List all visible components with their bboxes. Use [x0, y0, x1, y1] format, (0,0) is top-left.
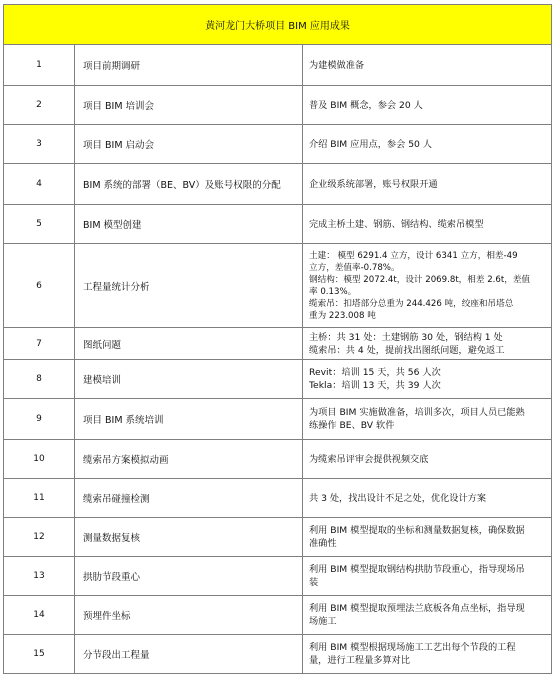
task-cell: 缆索吊方案模拟动画	[75, 440, 303, 479]
result-line: 主桥：共 31 处：土建钢筋 30 处，钢结构 1 处	[309, 331, 503, 343]
result-cell	[303, 399, 552, 440]
task-cell: 预埋件坐标	[75, 596, 303, 635]
result-line: 共 3 处，找出设计不足之处，优化设计方案	[309, 492, 487, 504]
task-cell: 分节段出工程量	[75, 635, 303, 674]
result-cell	[303, 479, 552, 518]
result-line: 为缆索吊评审会提供视频交底	[309, 453, 429, 465]
result-line: 装	[309, 577, 319, 588]
result-line: 为建模做准备	[309, 59, 365, 71]
row-number: 1	[4, 45, 75, 86]
result-line: 为项目 BIM 实施做准备，培训多次，项目人员已能熟	[309, 407, 525, 418]
result-line: 普及 BIM 概念，参会 20 人	[309, 99, 423, 111]
result-line: 缆索吊：扣塔部分总重为 244.426 吨，绞座和吊塔总	[309, 298, 514, 309]
task-cell: 测量数据复核	[75, 518, 303, 557]
row-number: 8	[4, 360, 75, 399]
table-row	[4, 399, 552, 440]
table-row	[4, 45, 552, 86]
bim-results-sheet	[3, 4, 551, 674]
row-number: 9	[4, 399, 75, 440]
result-cell	[303, 164, 552, 205]
result-cell	[303, 596, 552, 635]
row-number: 12	[4, 518, 75, 557]
row-number: 7	[4, 328, 75, 360]
task-cell: 项目 BIM 系统培训	[75, 399, 303, 440]
result-cell	[303, 86, 552, 125]
result-line: 土建： 模型 6291.4 立方，设计 6341 立方，相差-49	[309, 250, 518, 261]
result-cell	[303, 244, 552, 328]
row-number: 14	[4, 596, 75, 635]
row-number: 2	[4, 86, 75, 125]
task-cell: 图纸问题	[75, 328, 303, 360]
result-cell	[303, 557, 552, 596]
table-body	[4, 5, 552, 674]
result-cell	[303, 360, 552, 399]
result-cell	[303, 205, 552, 244]
table-row	[4, 328, 552, 360]
task-cell: 项目前期调研	[75, 45, 303, 86]
result-line: 利用 BIM 模型提取钢结构拱肋节段重心，指导现场吊	[309, 564, 525, 575]
table-row	[4, 440, 552, 479]
result-line: 率 0.13%。	[309, 286, 357, 297]
row-number: 6	[4, 244, 75, 328]
table-row	[4, 86, 552, 125]
row-number: 4	[4, 164, 75, 205]
result-line: 钢结构：模型 2072.4t，设计 2069.8t，相差 2.6t，差值	[309, 274, 531, 285]
task-cell: BIM 系统的部署（BE、BV）及账号权限的分配	[75, 164, 303, 205]
result-line: 利用 BIM 模型提取的坐标和测量数据复核，确保数据	[309, 525, 525, 536]
bim-results-table	[3, 4, 552, 674]
table-row	[4, 244, 552, 328]
result-cell	[303, 518, 552, 557]
result-line: 量，进行工程量多算对比	[309, 655, 411, 666]
result-line: 完成主桥土建、钢筋、钢结构、缆索吊模型	[309, 218, 484, 230]
result-cell	[303, 125, 552, 164]
row-number: 5	[4, 205, 75, 244]
result-line: 利用 BIM 模型根据现场施工工艺出每个节段的工程	[309, 642, 516, 653]
task-cell: 工程量统计分析	[75, 244, 303, 328]
table-row	[4, 125, 552, 164]
result-line: Tekla：培训 13 天，共 39 人次	[309, 380, 441, 391]
task-cell: 缆索吊碰撞检测	[75, 479, 303, 518]
table-row	[4, 164, 552, 205]
task-cell: BIM 模型创建	[75, 205, 303, 244]
result-line: 练操作 BE、BV 软件	[309, 420, 395, 431]
table-row	[4, 635, 552, 674]
result-cell	[303, 328, 552, 360]
result-cell	[303, 635, 552, 674]
table-row	[4, 360, 552, 399]
table-row	[4, 205, 552, 244]
row-number: 11	[4, 479, 75, 518]
row-number: 3	[4, 125, 75, 164]
title-row	[4, 5, 552, 45]
task-cell: 项目 BIM 启动会	[75, 125, 303, 164]
result-cell	[303, 45, 552, 86]
result-line: 企业级系统部署，账号权限开通	[309, 178, 438, 190]
result-line: 立方，差值率-0.78%。	[309, 262, 400, 273]
result-cell	[303, 440, 552, 479]
table-row	[4, 518, 552, 557]
task-cell: 项目 BIM 培训会	[75, 86, 303, 125]
result-line: 场施工	[309, 616, 337, 627]
result-line: 缆索吊：共 4 处，提前找出图纸问题，避免返工	[309, 344, 505, 356]
table-row	[4, 557, 552, 596]
row-number: 13	[4, 557, 75, 596]
result-line: 准确性	[309, 538, 337, 549]
row-number: 10	[4, 440, 75, 479]
table-row	[4, 596, 552, 635]
table-title: 黄河龙门大桥项目 BIM 应用成果	[4, 5, 552, 45]
row-number: 15	[4, 635, 75, 674]
result-line: 介绍 BIM 应用点，参会 50 人	[309, 138, 432, 150]
result-line: 利用 BIM 模型提取预埋法兰底板各角点坐标，指导现	[309, 603, 525, 614]
result-line: Revit：培训 15 天，共 56 人次	[309, 367, 441, 378]
task-cell: 拱肋节段重心	[75, 557, 303, 596]
task-cell: 建模培训	[75, 360, 303, 399]
result-line: 重为 223.008 吨	[309, 310, 376, 321]
table-row	[4, 479, 552, 518]
